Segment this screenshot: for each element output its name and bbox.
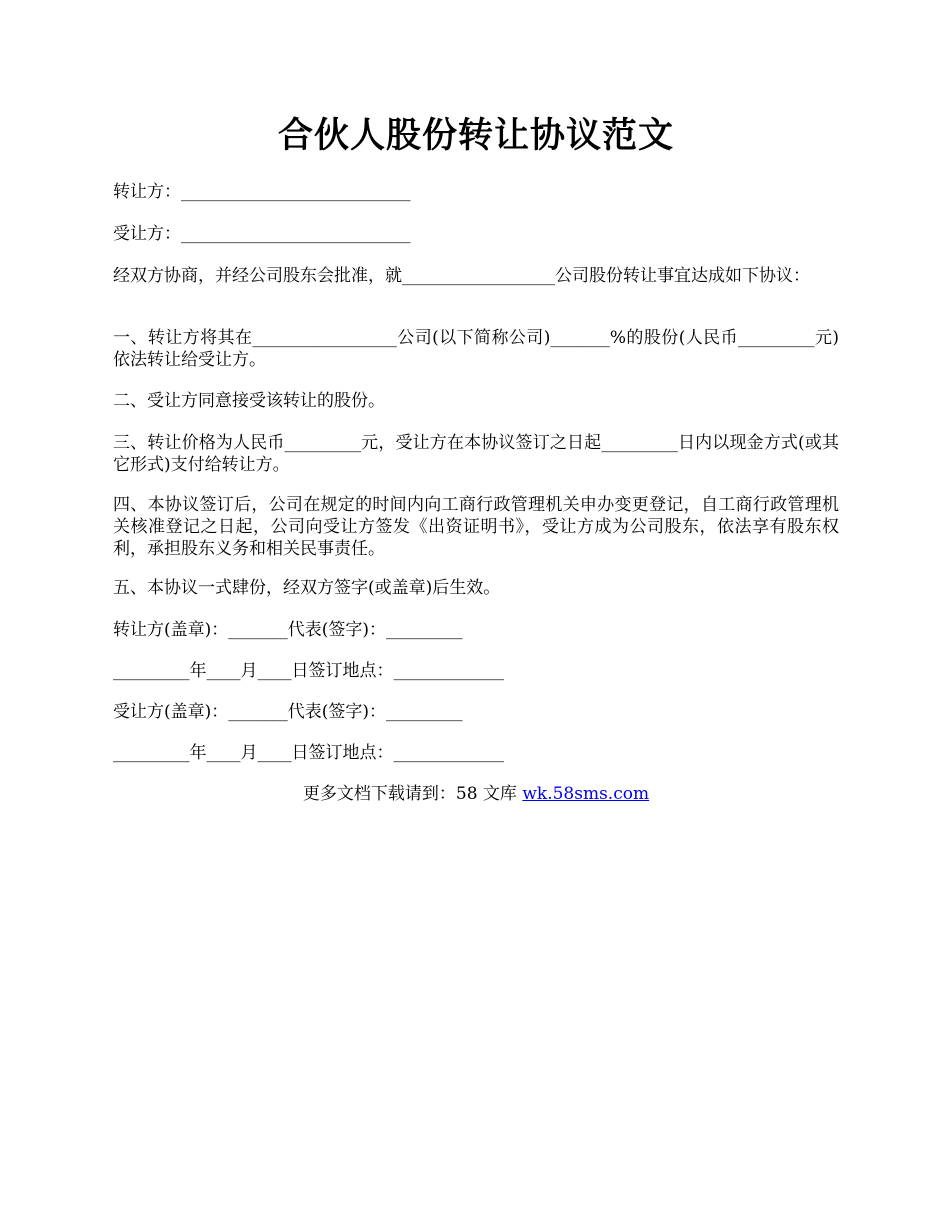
clause-two: 二、受让方同意接受该转让的股份。 [113,391,385,411]
transferee-signature-line: 受让方(盖章)：_______代表(签字)：_________ [113,702,463,722]
document-title: 合伙人股份转让协议范文 [277,115,674,156]
transferee-date-place-line: _________年____月____日签订地点：_____________ [113,743,504,763]
preamble-paragraph: 经双方协商，并经公司股东会批准，就__________________公司股份转让事宜达成如下协议： [113,266,810,286]
footer-prefix: 更多文档下载请到：58 文库 [302,784,523,804]
transferor-date-place-line: _________年____月____日签订地点：_____________ [113,661,504,681]
clause-three: 三、转让价格为人民币_________元，受让方在本协议签订之日起_________日内以现金方式(或其它形式)支付给转让方。 [113,433,839,475]
clause-five: 五、本协议一式肆份，经双方签字(或盖章)后生效。 [113,578,501,598]
download-footer [113,783,839,805]
footer-link[interactable]: wk.58sms.com [522,784,650,804]
transferee-line: 受让方：___________________________ [113,224,411,244]
transferor-signature-line: 转让方(盖章)：_______代表(签字)：_________ [113,620,463,640]
clause-one: 一、转让方将其在_________________公司(以下简称公司)_______%的股份(人民币_________元)依法转让给受让方。 [113,328,839,370]
clause-four: 四、本协议签订后，公司在规定的时间内向工商行政管理机关申办变更登记，自工商行政管理机关核准登记之日起，公司向受让方签发《出资证明书》，受让方成为公司股东，依法享有股东权利，承担股东义务和相关民事责任。 [113,495,839,559]
transferor-line: 转让方：___________________________ [113,182,411,202]
